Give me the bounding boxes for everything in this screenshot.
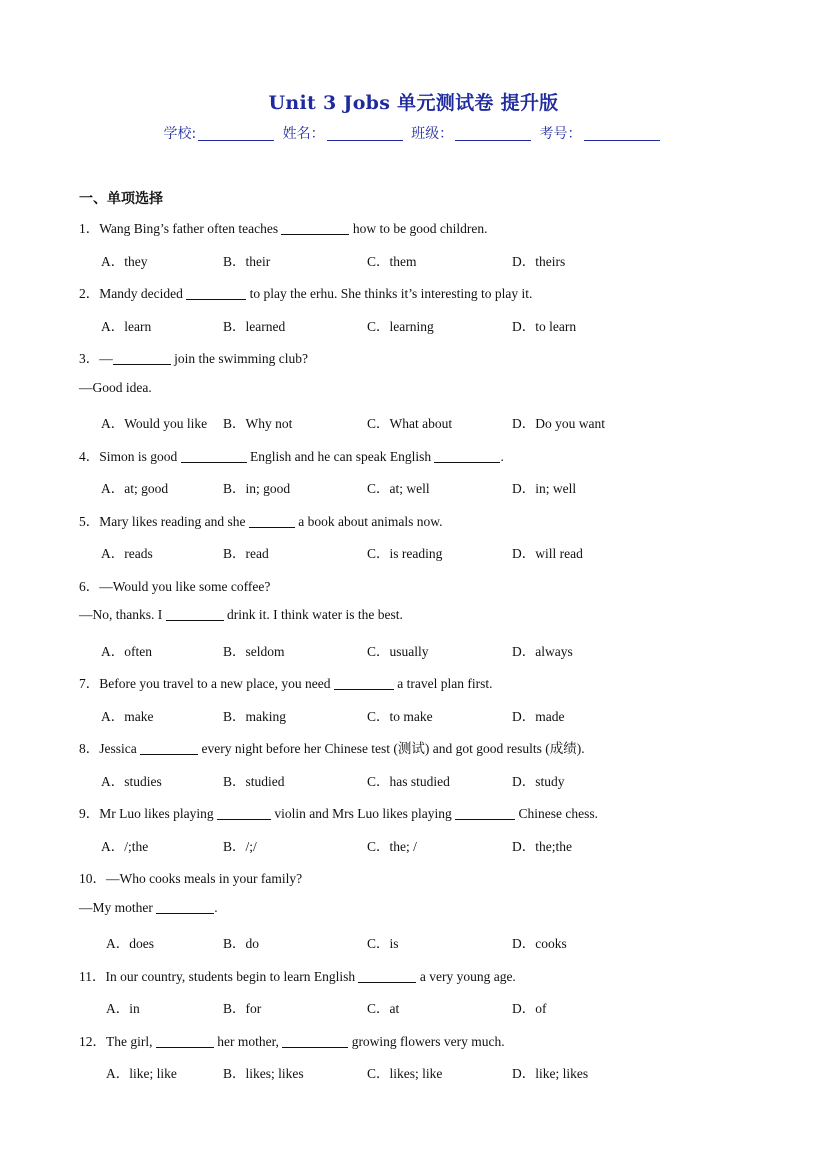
question-text: — — [99, 351, 113, 366]
option-b[interactable]: B．in; good — [223, 481, 291, 496]
option-a[interactable]: A．does — [106, 936, 154, 951]
question-text: The girl, — [106, 1034, 156, 1049]
question-6 — [79, 575, 270, 595]
question-11 — [79, 965, 516, 985]
question-number: 5． — [79, 514, 100, 529]
question-text: Before you travel to a new place, you need — [99, 676, 334, 691]
question-text: Mary likes reading and she — [99, 514, 249, 529]
answer-blank — [334, 676, 394, 690]
answer-blank — [455, 806, 515, 820]
option-a[interactable]: A．often — [101, 644, 152, 659]
question-text: Jessica — [99, 741, 141, 756]
option-c[interactable]: C．at — [367, 1001, 400, 1016]
answer-blank — [282, 1034, 348, 1048]
option-d[interactable]: D．theirs — [512, 254, 566, 269]
question-number: 6． — [79, 579, 100, 594]
option-c[interactable]: C．likes; like — [367, 1066, 443, 1081]
question-text: a book about animals now. — [294, 514, 443, 529]
answer-blank — [249, 514, 295, 528]
question-4 — [79, 445, 504, 465]
question-10 — [79, 867, 302, 887]
question-text: growing flowers very much. — [348, 1034, 505, 1049]
question-12 — [79, 1030, 505, 1050]
question-text: In our country, students begin to learn English — [105, 969, 359, 984]
school-label: 学校: — [163, 126, 197, 142]
answer-blank — [186, 286, 246, 300]
option-c[interactable]: C．the; / — [367, 839, 417, 854]
question-text: —My mother — [79, 900, 157, 915]
answer-blank — [281, 221, 349, 235]
option-a[interactable]: A．learn — [101, 319, 152, 334]
option-b[interactable]: B．read — [223, 546, 269, 561]
option-c[interactable]: C．to make — [367, 709, 433, 724]
answer-blank — [434, 449, 500, 463]
question-2 — [79, 282, 532, 302]
option-b[interactable]: B．do — [223, 936, 260, 951]
option-a[interactable]: A．/;the — [101, 839, 149, 854]
option-b[interactable]: B．/;/ — [223, 839, 257, 854]
question-text: Mr Luo likes playing — [99, 806, 217, 821]
question-text: Mandy decided — [99, 286, 187, 301]
question-text: Wang Bing’s father often teaches — [99, 221, 282, 236]
question-text: a very young age. — [416, 969, 516, 984]
option-c[interactable]: C．has studied — [367, 774, 450, 789]
question-text: drink it. I think water is the best. — [223, 607, 403, 622]
name-label: 姓名： — [282, 126, 325, 142]
option-c[interactable]: C．them — [367, 254, 417, 269]
section-title: 一、单项选择 — [79, 191, 163, 207]
question-text: —Would you like some coffee? — [99, 579, 271, 594]
question-number: 4． — [79, 449, 100, 464]
question-text: —No, thanks. I — [79, 607, 166, 622]
exam-number-blank[interactable] — [584, 126, 660, 141]
answer-blank — [140, 741, 198, 755]
question-text: violin and Mrs Luo likes playing — [271, 806, 456, 821]
option-a[interactable]: A．reads — [101, 546, 153, 561]
option-a[interactable]: A．at; good — [101, 481, 169, 496]
option-d[interactable]: D．to learn — [512, 319, 577, 334]
option-b[interactable]: B．studied — [223, 774, 285, 789]
question-text: Simon is good — [99, 449, 181, 464]
question-6-reply — [79, 607, 403, 623]
option-b[interactable]: B．their — [223, 254, 271, 269]
question-text: —Who cooks meals in your family? — [106, 871, 303, 886]
option-d[interactable]: D．the;the — [512, 839, 572, 854]
option-c[interactable]: C．is reading — [367, 546, 443, 561]
question-3-reply: —Good idea. — [79, 380, 152, 395]
option-d[interactable]: D．will read — [512, 546, 583, 561]
question-7 — [79, 672, 493, 692]
option-a[interactable]: A．like; like — [106, 1066, 177, 1081]
option-c[interactable]: C．at; well — [367, 481, 430, 496]
question-text: . — [500, 449, 504, 464]
class-blank[interactable] — [455, 126, 531, 141]
answer-blank — [358, 969, 416, 983]
question-text: how to be good children. — [349, 221, 488, 236]
option-d[interactable]: D．Do you want — [512, 416, 605, 431]
option-a[interactable]: A．they — [101, 254, 148, 269]
option-b[interactable]: B．learned — [223, 319, 286, 334]
answer-blank — [166, 607, 224, 621]
option-a[interactable]: A．in — [106, 1001, 140, 1016]
option-b[interactable]: B．seldom — [223, 644, 285, 659]
question-number: 1． — [79, 221, 100, 236]
option-a[interactable]: A．studies — [101, 774, 162, 789]
option-c[interactable]: C．usually — [367, 644, 429, 659]
answer-blank — [156, 900, 214, 914]
option-d[interactable]: D．like; likes — [512, 1066, 589, 1081]
option-c[interactable]: C．learning — [367, 319, 434, 334]
question-number: 9． — [79, 806, 100, 821]
question-number: 12． — [79, 1034, 106, 1049]
page-title: Unit 3 Jobs 单元测试卷 提升版 — [268, 92, 559, 114]
student-info-line — [0, 123, 827, 143]
question-number: 2． — [79, 286, 100, 301]
option-d[interactable]: D．cooks — [512, 936, 567, 951]
option-d[interactable]: D．in; well — [512, 481, 577, 496]
option-c[interactable]: C．is — [367, 936, 399, 951]
question-1 — [79, 217, 487, 237]
option-a[interactable]: A．make — [101, 709, 154, 724]
option-b[interactable]: B．Why not — [223, 416, 293, 431]
question-text: join the swimming club? — [170, 351, 308, 366]
question-number: 10． — [79, 871, 106, 886]
option-d[interactable]: D．made — [512, 709, 565, 724]
question-text: Chinese chess. — [515, 806, 598, 821]
answer-blank — [113, 351, 171, 365]
option-d[interactable]: D．always — [512, 644, 573, 659]
question-number: 11． — [79, 969, 106, 984]
name-blank[interactable] — [327, 126, 403, 141]
question-text: . — [214, 900, 218, 915]
option-b[interactable]: B．making — [223, 709, 286, 724]
question-text: every night before her Chinese test (测试) and got good results (成绩). — [198, 741, 585, 756]
option-a[interactable]: A．Would you like — [101, 416, 208, 431]
question-9 — [79, 802, 598, 822]
answer-blank — [181, 449, 247, 463]
question-5 — [79, 510, 442, 530]
answer-blank — [156, 1034, 214, 1048]
question-text: a travel plan first. — [393, 676, 493, 691]
question-text: to play the erhu. She thinks it’s interesting to play it. — [246, 286, 533, 301]
class-label: 班级： — [411, 126, 454, 142]
question-10-reply — [79, 900, 218, 916]
exam-number-label: 考号： — [539, 126, 582, 142]
question-8 — [79, 737, 585, 757]
question-number: 3． — [79, 351, 100, 366]
option-d[interactable]: D．study — [512, 774, 565, 789]
option-c[interactable]: C．What about — [367, 416, 453, 431]
question-text: English and he can speak English — [246, 449, 435, 464]
question-number: 8． — [79, 741, 100, 756]
question-number: 7． — [79, 676, 100, 691]
option-b[interactable]: B．for — [223, 1001, 262, 1016]
school-blank[interactable] — [198, 126, 274, 141]
answer-blank — [217, 806, 271, 820]
question-3 — [79, 347, 308, 367]
option-b[interactable]: B．likes; likes — [223, 1066, 304, 1081]
question-text: her mother, — [213, 1034, 283, 1049]
option-d[interactable]: D．of — [512, 1001, 547, 1016]
